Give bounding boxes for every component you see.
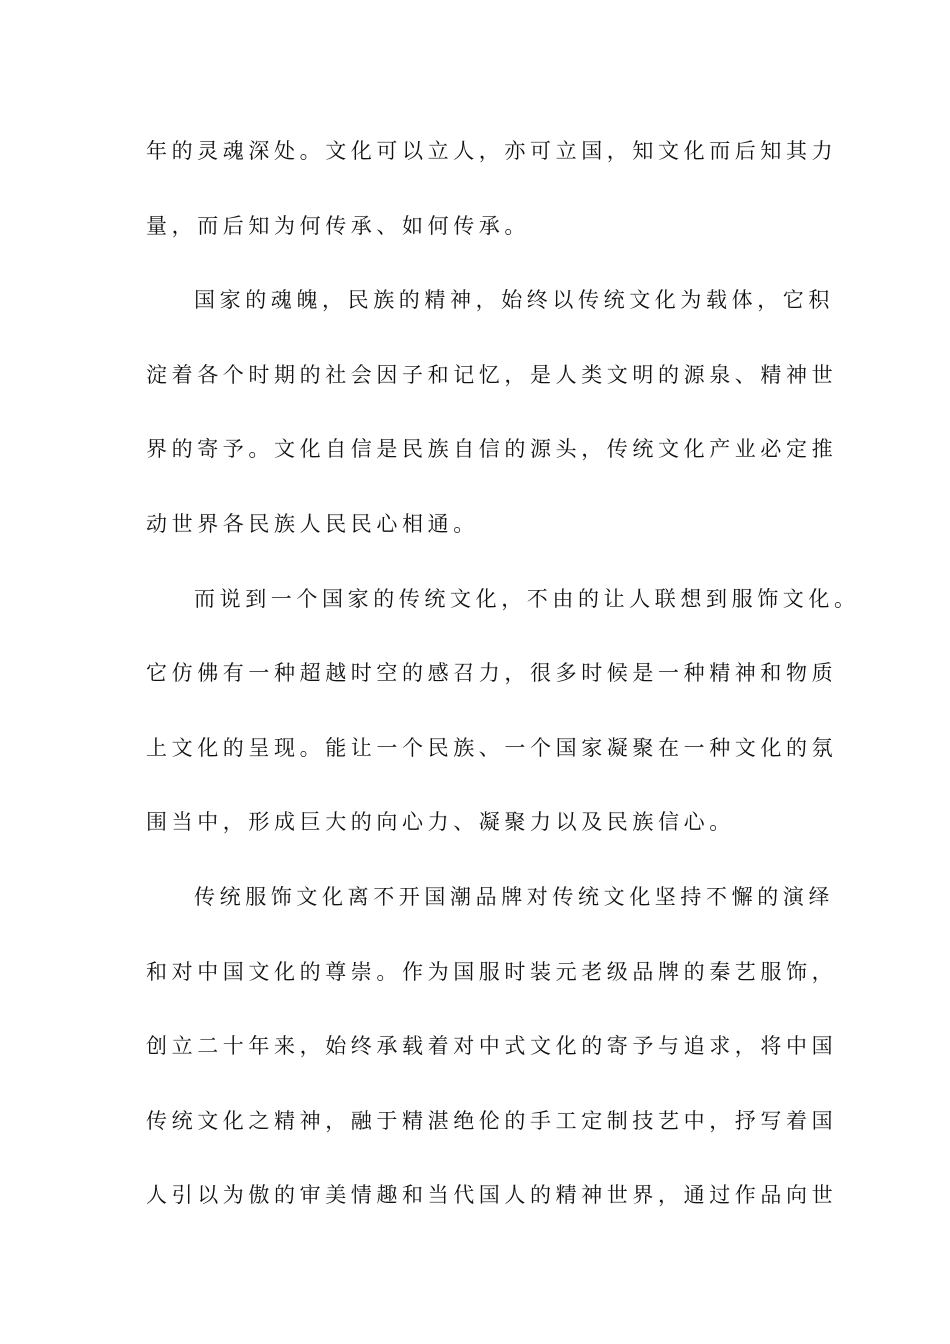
text-line: 量，而后知为何传承、如何传承。 [146, 213, 530, 238]
text-line: 和对中国文化的尊崇。作为国服时装元老级品牌的秦艺服饰， [146, 959, 838, 984]
text-line: 它仿佛有一种超越时空的感召力，很多时候是一种精神和物质 [146, 661, 838, 686]
text-line: 围当中，形成巨大的向心力、凝聚力以及民族信心。 [146, 810, 735, 835]
text-line: 年的灵魂深处。文化可以立人，亦可立国，知文化而后知其力 [146, 139, 838, 163]
document-body [146, 128, 860, 1247]
paragraph-first-line: 传统服饰文化离不开国潮品牌对传统文化坚持不懈的演绎 [194, 884, 834, 909]
text-line: 创立二十年来，始终承载着对中式文化的寄予与追求，将中国 [146, 1034, 838, 1059]
text-line: 传统文化之精神，融于精湛绝伦的手工定制技艺中，抒写着国 [146, 1108, 838, 1133]
paragraph-first-line: 而说到一个国家的传统文化，不由的让人联想到服饰文化。 [194, 586, 860, 611]
text-line: 上文化的呈现。能让一个民族、一个国家凝聚在一种文化的氛 [146, 735, 838, 760]
paragraph-first-line: 国家的魂魄，民族的精神，始终以传统文化为载体，它积 [194, 288, 834, 313]
text-line: 人引以为傲的审美情趣和当代国人的精神世界，通过作品向世 [146, 1183, 838, 1208]
text-line: 动世界各民族人民民心相通。 [146, 511, 479, 536]
text-line: 界的寄予。文化自信是民族自信的源头，传统文化产业必定推 [146, 437, 838, 462]
text-line: 淀着各个时期的社会因子和记忆，是人类文明的源泉、精神世 [146, 362, 838, 387]
